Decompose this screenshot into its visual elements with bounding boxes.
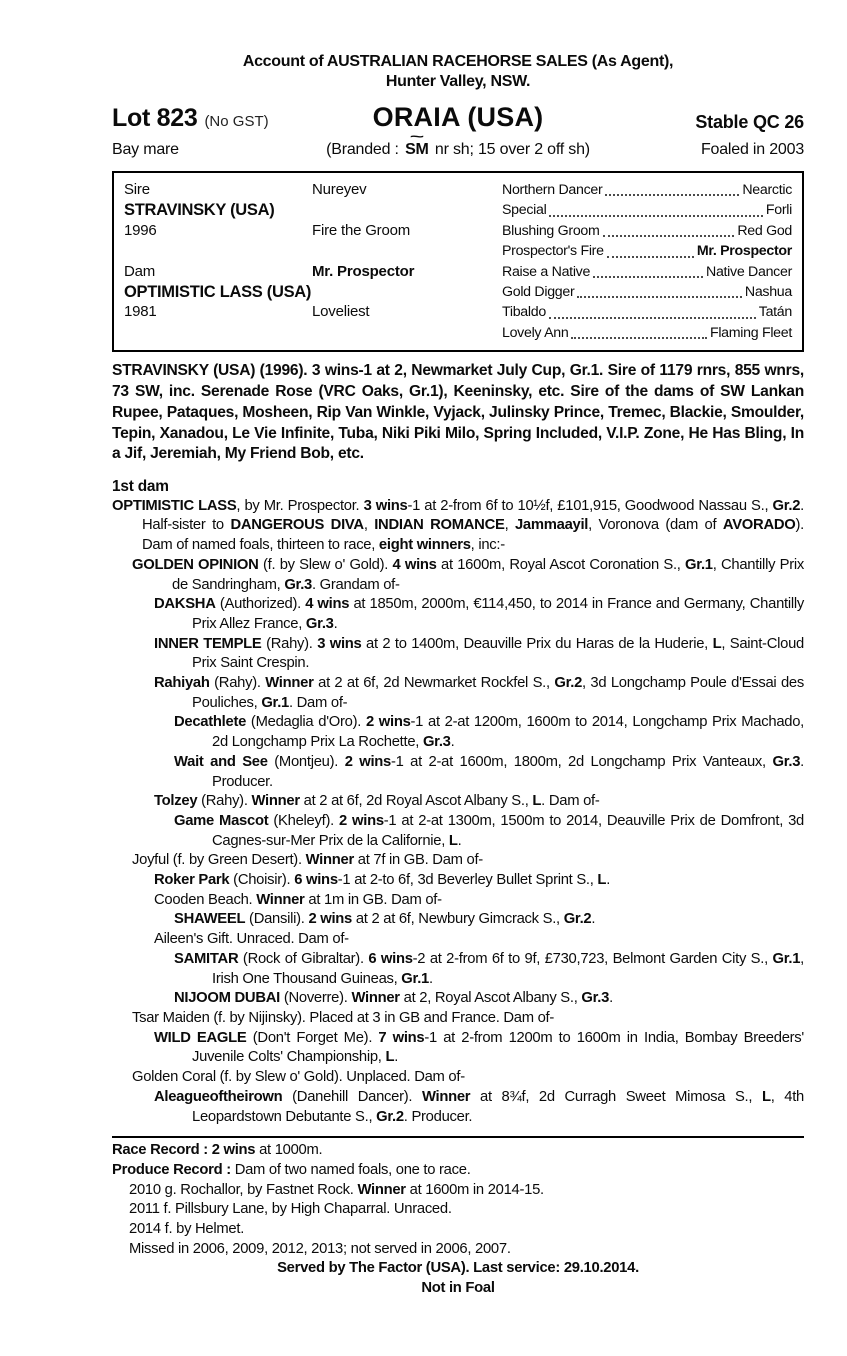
bold-text-run: Gr.3: [284, 576, 312, 593]
bold-text-run: Rahiyah: [154, 675, 210, 692]
pedigree-paragraph: [112, 910, 804, 930]
pedigree-box: [112, 171, 804, 352]
text-run: Dam of two named foals, one to race.: [234, 1161, 471, 1178]
text-run: . Dam of-: [541, 793, 600, 810]
text-run: .: [609, 990, 613, 1007]
text-run: (Choisir).: [229, 872, 295, 889]
bold-text-run: Winner: [305, 852, 354, 869]
dotted-leader: [577, 296, 741, 298]
pedigree-paragraph: [112, 812, 804, 851]
bold-text-run: Tolzey: [154, 793, 198, 810]
text-run: at 1m in GB. Dam of-: [304, 891, 442, 908]
bold-text-run: OPTIMISTIC LASS: [112, 497, 237, 514]
text-run: . Producer.: [403, 1108, 473, 1125]
text-run: Tsar Maiden (f. by Nijinsky). Placed at 3 in GB and France. Dam of-: [132, 1009, 555, 1026]
bold-text-run: Gr.2: [772, 497, 801, 514]
text-run: at 2 at 6f, 2d Royal Ascot Albany S.,: [299, 793, 533, 810]
bold-text-run: WILD EAGLE: [154, 1029, 247, 1046]
text-run: Joyful (f. by Green Desert).: [132, 852, 306, 869]
bold-text-run: SHAWEEL: [174, 911, 246, 928]
bold-text-run: SAMITAR: [174, 950, 239, 967]
bold-text-run: NIJOOM DUBAI: [174, 990, 280, 1007]
text-run: (f. by Slew o' Gold).: [258, 556, 393, 573]
pedigree-paragraph: [112, 497, 804, 556]
text-run: -1 at 2-from 6f to 10½f, £101,915, Goodwood Nassau S.,: [407, 497, 773, 514]
record-line: [112, 1240, 804, 1260]
record-line: [112, 1200, 804, 1220]
text-run: , inc:-: [470, 537, 505, 554]
bold-text-run: 4 wins: [392, 556, 437, 573]
foaled-year: Foaled in 2003: [700, 141, 805, 158]
brand-suffix: nr sh; 15 over 2 off sh): [434, 141, 590, 158]
text-run: . Producer.: [212, 753, 804, 790]
text-run: at 1000m.: [255, 1142, 323, 1159]
text-run: . Half-sister to: [142, 497, 804, 534]
bold-text-run: Produce Record :: [112, 1161, 235, 1178]
bold-text-run: Winner: [265, 675, 314, 692]
text-run: , 3d Longchamp Poule d'Essai des Pouliches,: [192, 675, 804, 711]
bold-text-run: eight winners: [378, 537, 471, 554]
text-run: at 2 to 1400m, Deauville Prix du Haras de la Huderie,: [361, 635, 713, 652]
bold-text-run: INNER TEMPLE: [154, 635, 262, 652]
record-lines: [112, 1141, 804, 1259]
bold-text-run: Winner: [251, 793, 300, 810]
bold-text-run: Gr.3: [422, 734, 451, 751]
bold-text-run: Jammaayil: [514, 517, 589, 534]
bold-text-run: 3 wins: [363, 497, 408, 514]
sire-dam: Fire the Groom: [312, 221, 411, 239]
text-run: -1 at 2-from 1200m to 1600m in India, Bombay Breeders' Juvenile Colts' Championship,: [192, 1029, 804, 1066]
bold-text-run: Wait and See: [174, 753, 268, 770]
dotted-leader: [603, 235, 735, 237]
gen3-row: [502, 200, 792, 220]
bold-text-run: Gr.3: [581, 990, 610, 1007]
bold-text-run: L: [712, 635, 722, 652]
pedigree-paragraph: [112, 891, 804, 911]
text-run: -1 at 2-at 1600m, 1800m, 2d Longchamp Prix Vanteaux,: [391, 753, 773, 770]
text-run: , by Mr. Prospector.: [236, 497, 364, 514]
ancestor-name: Tibaldo: [502, 304, 546, 321]
ancestor-name: Special: [502, 202, 547, 219]
ancestor-name: Northern Dancer: [502, 182, 603, 198]
not-in-foal: Not in Foal: [421, 1280, 495, 1297]
bold-text-run: Gr.3: [772, 753, 801, 770]
lot-number: Lot 823: [112, 104, 198, 132]
ancestor-name: Raise a Native: [502, 263, 591, 280]
text-run: -1 at 2-at 1300m, 1500m to 2014, Deauville Prix de Domfront, 3d Cagnes-sur-Mer Prix de la Californie,: [212, 812, 804, 849]
pedigree-paragraph: [112, 1068, 804, 1088]
text-run: (Noverre).: [279, 990, 352, 1007]
text-run: 2011 f. Pillsbury Lane, by High Chaparral. Unraced.: [129, 1201, 452, 1218]
text-run: at 2 at 6f, 2d Newmarket Rockfel S.,: [313, 675, 555, 692]
bold-text-run: L: [597, 872, 607, 889]
ancestor-name: Lovely Ann: [502, 324, 569, 341]
text-run: , Saint-Cloud Prix Saint Crespin.: [192, 635, 804, 672]
first-dam-heading: 1st dam: [112, 478, 169, 496]
gen3-row: [502, 282, 792, 302]
text-run: Cooden Beach.: [154, 891, 257, 908]
text-run: (Rahy).: [197, 793, 252, 810]
bold-text-run: Winner: [256, 891, 305, 908]
pedigree-paragraph: [112, 871, 804, 891]
record-line: [112, 1141, 804, 1161]
text-run: Golden Coral (f. by Slew o' Gold). Unplaced. Dam of-: [132, 1069, 465, 1086]
bold-text-run: DAKSHA: [154, 596, 216, 613]
pedigree-paragraph: [112, 674, 804, 713]
brand-mark: [405, 129, 429, 159]
dotted-leader: [549, 317, 756, 319]
text-run: at 1600m in 2014-15.: [405, 1181, 544, 1198]
ancestor-name: Blushing Groom: [502, 222, 600, 239]
text-run: , 4th Leopardstown Debutante S.,: [192, 1088, 804, 1125]
bold-text-run: L: [385, 1049, 395, 1066]
text-run: (Dansili).: [245, 911, 309, 928]
ancestor-parent: Nearctic: [742, 182, 792, 198]
brand-info: [326, 129, 590, 159]
text-run: ,: [504, 517, 515, 534]
text-run: Aileen's Gift. Unraced. Dam of-: [154, 931, 349, 948]
pedigree-paragraph: [112, 1088, 804, 1127]
sire-sire: Nureyev: [312, 181, 367, 198]
ancestor-parent: Native Dancer: [706, 263, 792, 280]
foal-paragraphs: [112, 497, 804, 1128]
lot-row: [112, 99, 804, 133]
dam-name: OPTIMISTIC LASS (USA): [124, 282, 312, 301]
text-run: -1 at 2-to 6f, 3d Beverley Bullet Sprint S.,: [337, 872, 598, 889]
text-run: (Rock of Gibraltar).: [238, 950, 369, 967]
text-run: . Dam of-: [288, 694, 348, 711]
text-run: (Medaglia d'Oro).: [246, 714, 366, 731]
text-run: -2 at 2-from 6f to 9f, £730,723, Belmont Garden City S.,: [412, 950, 773, 967]
bold-text-run: GOLDEN OPINION: [132, 556, 259, 573]
bold-text-run: L: [761, 1088, 771, 1105]
pedigree-paragraph: [112, 1009, 804, 1029]
bold-text-run: AVORADO: [722, 517, 796, 534]
gen3-row: [502, 180, 792, 200]
pedigree-paragraph: [112, 635, 804, 674]
pedigree-paragraph: [112, 753, 804, 792]
text-run: at 8¾f, 2d Curragh Sweet Mimosa S.,: [470, 1088, 762, 1105]
text-run: (Kheleyf).: [268, 812, 339, 829]
bold-text-run: 6 wins: [368, 950, 413, 967]
bold-text-run: Gr.2: [554, 675, 583, 692]
catalogue-page: [112, 52, 804, 1299]
text-run: , Voronova (dam of: [588, 517, 723, 534]
ancestor-parent: Mr. Prospector: [696, 243, 792, 260]
ancestor-parent: Forli: [765, 202, 792, 219]
text-run: Missed in 2006, 2009, 2012, 2013; not served in 2006, 2007.: [129, 1240, 511, 1257]
pedigree-paragraph: [112, 930, 804, 950]
sire-label: Sire: [124, 181, 150, 198]
dotted-leader: [593, 276, 703, 278]
text-run: ). Dam of named foals, thirteen to race,: [142, 517, 804, 554]
bold-text-run: 7 wins: [378, 1029, 425, 1046]
bold-text-run: Winner: [357, 1181, 406, 1198]
text-run: at 2 at 6f, Newbury Gimcrack S.,: [352, 911, 564, 928]
bold-text-run: 2 wins: [308, 911, 353, 928]
text-run: , Irish One Thousand Guineas,: [212, 950, 804, 987]
bold-text-run: 3 wins: [317, 635, 362, 652]
pedigree-paragraph: [112, 713, 804, 752]
sire-year: 1996: [124, 221, 157, 239]
pedigree-paragraph: [112, 556, 804, 595]
text-run: ,: [363, 517, 375, 534]
bold-text-run: L: [448, 832, 458, 849]
bold-text-run: Aleagueoftheirown: [154, 1088, 283, 1105]
bold-text-run: Race Record : 2 wins: [112, 1142, 256, 1159]
bold-text-run: 4 wins: [305, 596, 350, 613]
dam-dam: Loveliest: [312, 303, 370, 321]
text-run: at 1850m, 2000m, €114,450, to 2014 in France and Germany, Chantilly Prix Allez France,: [192, 596, 804, 632]
dam-sire: Mr. Prospector: [312, 262, 415, 280]
dam-year: 1981: [124, 303, 157, 321]
text-run: . Grandam of-: [312, 576, 400, 593]
bold-text-run: Roker Park: [154, 872, 230, 889]
text-run: at 7f in GB. Dam of-: [353, 852, 483, 869]
served-line: Served by The Factor (USA). Last service: 29.10.2014.: [277, 1260, 639, 1277]
text-run: (Montjeu).: [267, 753, 345, 770]
pedigree-paragraph: [112, 851, 804, 871]
sire-name: STRAVINSKY (USA): [124, 201, 275, 220]
bold-text-run: Gr.2: [563, 911, 592, 928]
text-run: at 2, Royal Ascot Albany S.,: [399, 990, 582, 1007]
bold-text-run: Winner: [421, 1088, 471, 1105]
account-line-1: Account of AUSTRALIAN RACEHORSE SALES (As Agent),: [242, 53, 674, 70]
bold-text-run: DANGEROUS DIVA: [230, 517, 364, 534]
text-run: .: [450, 734, 455, 751]
account-line-2: Hunter Valley, NSW.: [385, 73, 531, 90]
stable-number: Stable QC 26: [695, 112, 804, 132]
bold-text-run: INDIAN ROMANCE: [374, 517, 505, 534]
bold-text-run: 2 wins: [365, 714, 411, 731]
pedigree-paragraph: [112, 989, 804, 1009]
gen3-row: [502, 262, 792, 282]
bold-text-run: 6 wins: [294, 872, 338, 889]
horse-name: ORAIA (USA): [372, 102, 544, 132]
bold-text-run: Gr.1: [261, 694, 289, 711]
text-run: .: [457, 832, 462, 849]
ancestor-parent: Red God: [737, 222, 792, 239]
color-sex: Bay mare: [112, 141, 179, 158]
pedigree-paragraph: [112, 950, 804, 989]
bold-text-run: Game Mascot: [174, 812, 269, 829]
brand-tilde-icon: ~: [409, 129, 424, 144]
brand-letters: SM: [405, 141, 429, 158]
pedigree-paragraph: [112, 595, 804, 634]
text-run: , Chantilly Prix de Sandringham,: [172, 556, 804, 593]
pedigree-paragraph: [112, 792, 804, 812]
gen3-row: [502, 241, 792, 261]
text-run: .: [606, 872, 611, 889]
text-run: at 1600m, Royal Ascot Coronation S.,: [436, 556, 686, 573]
bold-text-run: 2 wins: [339, 812, 384, 829]
gen3-row: [502, 221, 792, 241]
text-run: (Danehill Dancer).: [282, 1088, 422, 1105]
ancestor-name: Gold Digger: [502, 284, 575, 301]
lot-left: [112, 104, 373, 133]
bold-text-run: Gr.1: [772, 950, 801, 967]
dotted-leader: [605, 194, 739, 196]
bold-text-run: Decathlete: [174, 714, 247, 731]
bold-text-run: Winner: [351, 990, 400, 1007]
dotted-leader: [549, 215, 762, 217]
text-run: .: [333, 615, 338, 632]
bold-text-run: Gr.1: [401, 970, 429, 987]
ancestor-parent: Flaming Fleet: [709, 324, 792, 341]
text-run: (Rahy).: [261, 635, 318, 652]
text-run: (Don't Forget Me).: [246, 1029, 379, 1046]
record-line: [112, 1220, 804, 1240]
text-run: -1 at 2-at 1200m, 1600m to 2014, Longchamp Prix Machado, 2d Longchamp Prix La Rochette,: [212, 714, 804, 751]
text-run: 2014 f. by Helmet.: [129, 1221, 245, 1238]
gen3-column: [502, 180, 792, 343]
dotted-leader: [607, 256, 694, 258]
brand-prefix: (Branded :: [326, 141, 399, 158]
text-run: .: [591, 911, 596, 928]
gst-note: (No GST): [204, 113, 269, 130]
sire-summary: STRAVINSKY (USA) (1996). 3 wins-1 at 2, Newmarket July Cup, Gr.1. Sire of 1179 rnrs, 855 wnrs, 73 SW, inc. Serenade Rose (VRC Oaks, Gr.1), Keeninsky, etc. Sire of the dams of SW Lankan Rupee, Pataques, Mosheen, Rip Van Winkle, Vyjack, Julinsky Prince, Tremec, Blackie, Smoulder, Tepin, Xanadou, Le Vie Infinite, Tuba, Niki Piki Milo, Spring Included, V.I.P. Zone, He Has Bling, In a Jif, Jeremiah, My Friend Bob, etc.: [112, 362, 804, 463]
text-run: .: [428, 970, 433, 987]
text-run: 2010 g. Rochallor, by Fastnet Rock.: [129, 1181, 358, 1198]
gen3-row: [502, 302, 792, 322]
record-line: [112, 1181, 804, 1201]
bold-text-run: Gr.1: [685, 556, 713, 573]
ancestor-parent: Nashua: [744, 284, 792, 301]
bold-text-run: L: [532, 793, 542, 810]
records-section: [112, 1141, 804, 1299]
text-run: (Rahy).: [209, 675, 266, 692]
gen3-row: [502, 323, 792, 343]
info-row: [112, 129, 805, 165]
ancestor-parent: Tatán: [758, 304, 792, 321]
dam-label: Dam: [124, 262, 156, 280]
bold-text-run: 2 wins: [344, 753, 391, 770]
ancestor-name: Prospector's Fire: [502, 243, 604, 260]
bold-text-run: Gr.3: [305, 615, 334, 632]
dotted-leader: [571, 337, 707, 339]
bold-text-run: Gr.2: [376, 1108, 404, 1125]
text-run: (Authorized).: [215, 596, 306, 613]
record-line: [112, 1161, 804, 1181]
text-run: .: [394, 1049, 399, 1066]
pedigree-paragraph: [112, 1029, 804, 1068]
